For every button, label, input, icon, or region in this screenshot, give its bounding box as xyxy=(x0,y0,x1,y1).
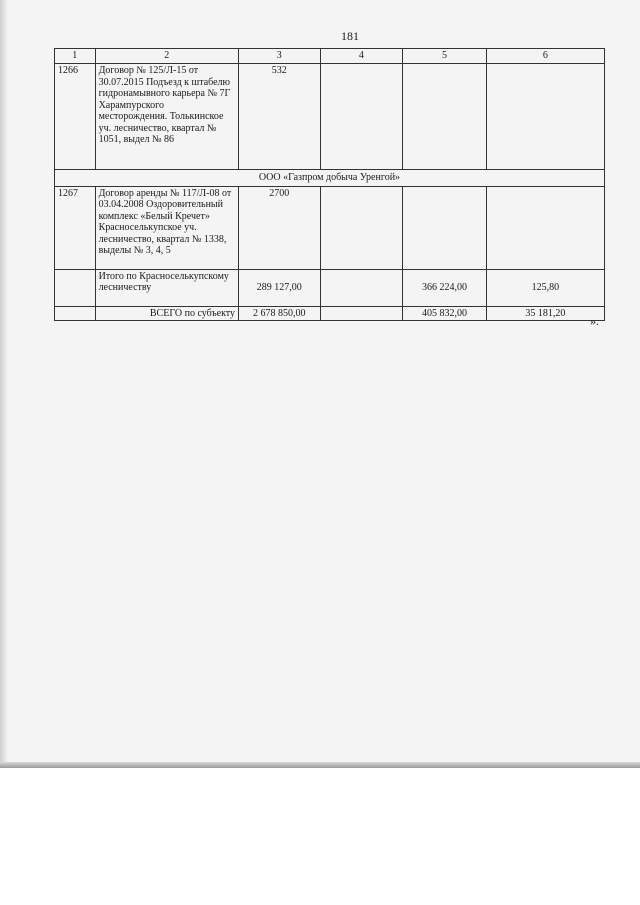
subtotal-value-col3: 289 127,00 xyxy=(239,269,320,306)
row-value-col6 xyxy=(486,64,604,170)
row-description: Договор № 125/Л-15 от 30.07.2015 Подъезд к штабелю гидронамывного карьера № 7Г Харампурского месторождения. Толькинское уч. лесничество, квартал № 1051, выдел № 86 xyxy=(95,64,238,170)
closing-quote-mark: ». xyxy=(590,314,599,328)
grand-total-value-col5: 405 832,00 xyxy=(403,306,486,321)
subtotal-row xyxy=(55,269,605,306)
grand-total-value-col6: 35 181,20 xyxy=(486,306,604,321)
row-value-col5 xyxy=(403,64,486,170)
header-cell-1: 1 xyxy=(55,49,96,64)
table-row xyxy=(55,64,605,170)
empty-cell xyxy=(55,306,96,321)
subtotal-value-col4 xyxy=(320,269,403,306)
row-value-col4 xyxy=(320,186,403,269)
header-cell-5: 5 xyxy=(403,49,486,64)
row-value-col3: 532 xyxy=(239,64,320,170)
forest-lease-table xyxy=(54,48,605,321)
table-row xyxy=(55,186,605,269)
row-value-col4 xyxy=(320,64,403,170)
grand-total-row xyxy=(55,306,605,321)
grand-total-value-col3: 2 678 850,00 xyxy=(239,306,320,321)
header-cell-2: 2 xyxy=(95,49,238,64)
page-edge xyxy=(0,762,640,768)
row-number: 1267 xyxy=(55,186,96,269)
header-cell-4: 4 xyxy=(320,49,403,64)
organization-row xyxy=(55,170,605,187)
subtotal-value-col5: 366 224,00 xyxy=(403,269,486,306)
subtotal-label: Итого по Красноселькупскому лесничеству xyxy=(95,269,238,306)
empty-cell xyxy=(55,269,96,306)
row-description: Договор аренды № 117/Л-08 от 03.04.2008 Оздоровительный комплекс «Белый Кречет» Красноселькупское уч. лесничество, квартал № 1338, выделы № 3, 4, 5 xyxy=(95,186,238,269)
row-number: 1266 xyxy=(55,64,96,170)
row-value-col3: 2700 xyxy=(239,186,320,269)
row-value-col6 xyxy=(486,186,604,269)
subtotal-value-col6: 125,80 xyxy=(486,269,604,306)
page-shadow xyxy=(0,0,8,768)
table-header-row xyxy=(55,49,605,64)
grand-total-value-col4 xyxy=(320,306,403,321)
header-cell-3: 3 xyxy=(239,49,320,64)
row-value-col5 xyxy=(403,186,486,269)
page-number: 181 xyxy=(341,29,359,43)
organization-name: ООО «Газпром добыча Уренгой» xyxy=(55,170,605,187)
header-cell-6: 6 xyxy=(486,49,604,64)
grand-total-label: ВСЕГО по субъекту xyxy=(95,306,238,321)
